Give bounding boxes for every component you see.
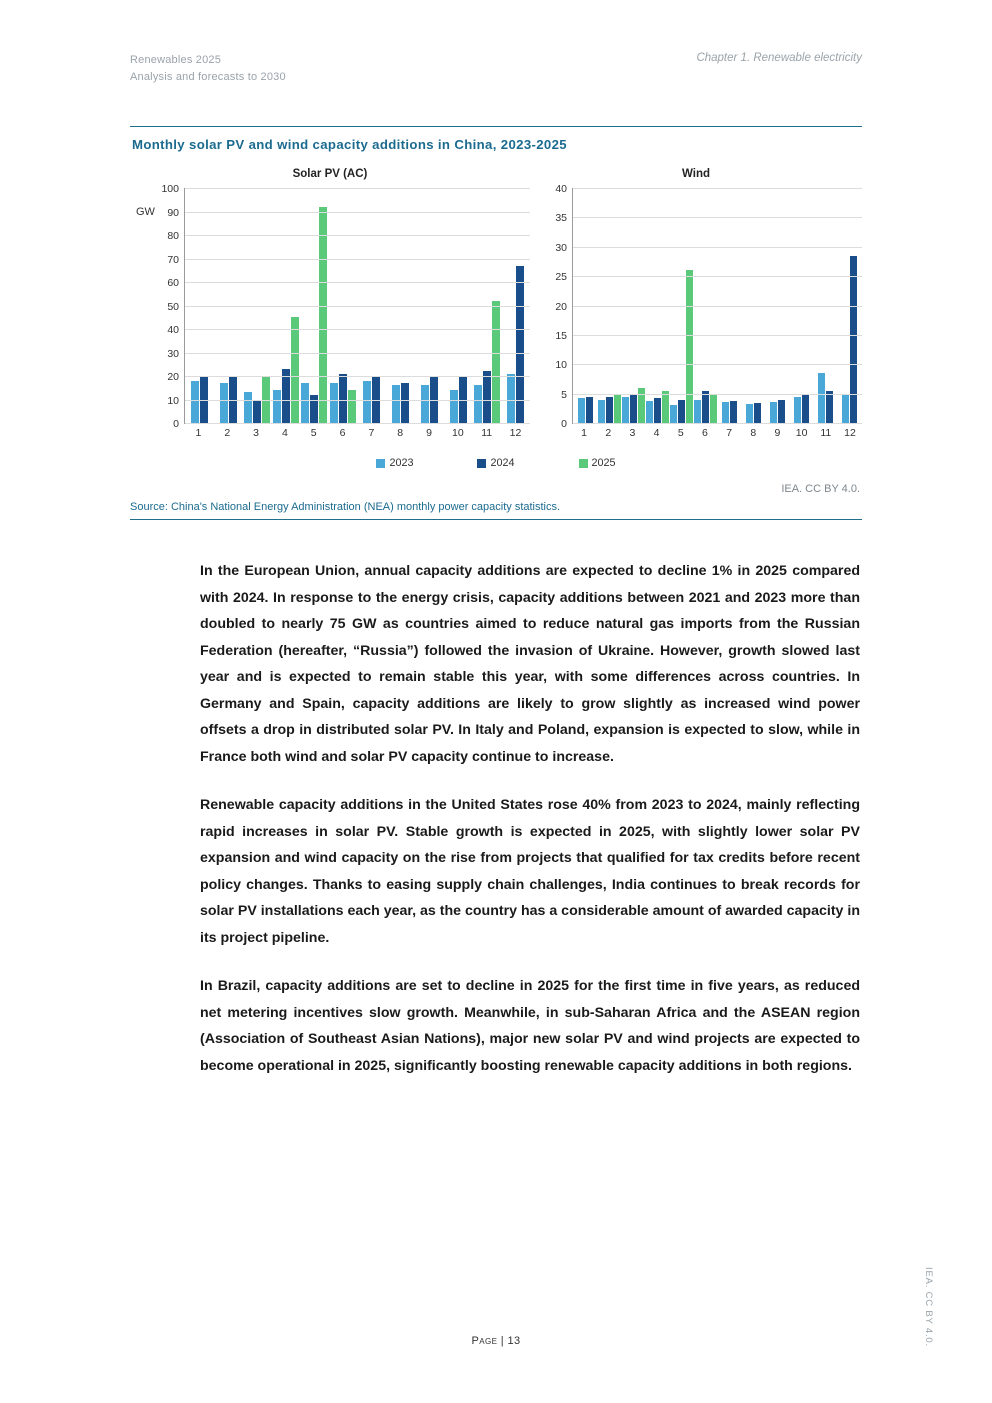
legend-swatch-2024 <box>477 459 486 468</box>
legend-label-2025: 2025 <box>591 457 616 469</box>
bar-2024-m3 <box>253 400 261 424</box>
bar-2024-m6 <box>702 391 709 423</box>
bar-2023-m10 <box>450 390 458 423</box>
chart-wind-title: Wind <box>682 168 710 180</box>
bar-2023-m5 <box>670 405 677 423</box>
bar-2023-m4 <box>273 390 281 423</box>
y-tick-label: 0 <box>173 418 179 430</box>
chart-solar-plot <box>161 183 530 430</box>
x-tick-label: 2 <box>605 427 612 439</box>
bar-2025-m6 <box>348 390 356 423</box>
bar-2023-m3 <box>622 397 629 423</box>
y-tick-label: 35 <box>555 212 567 225</box>
header-left <box>130 52 286 86</box>
y-tick-label: 15 <box>555 329 567 342</box>
gridline <box>555 183 862 195</box>
x-tick-label: 5 <box>310 427 317 439</box>
figure-cc-note: IEA. CC BY 4.0. <box>781 483 860 495</box>
y-tick-label: 5 <box>561 388 567 401</box>
bar-2023-m8 <box>392 385 400 423</box>
chart-wind-plot <box>555 183 862 430</box>
gridline <box>167 371 530 383</box>
x-tick-label: 11 <box>820 427 832 439</box>
chart-solar-pv <box>130 168 530 439</box>
gridline <box>555 359 862 372</box>
bar-2023-m4 <box>646 401 653 423</box>
bar-2023-m6 <box>694 400 701 424</box>
bar-2023-m11 <box>818 373 825 423</box>
chart-solar-title: Solar PV (AC) <box>292 168 368 180</box>
chart-legend <box>130 457 862 469</box>
figure-bottom-rule <box>130 519 862 520</box>
chart-wind <box>530 168 862 439</box>
bar-2023-m12 <box>842 395 849 423</box>
page-number: Page | 13 <box>471 1335 521 1347</box>
bar-2024-m3 <box>630 394 637 423</box>
x-tick-label: 9 <box>774 427 781 439</box>
gridline <box>167 206 530 219</box>
y-tick-label: 90 <box>167 206 179 219</box>
bar-2025-m4 <box>291 317 299 423</box>
axis-unit-label: GW <box>136 206 155 218</box>
y-tick-label: 30 <box>167 347 179 360</box>
x-tick-label: 1 <box>195 427 202 439</box>
gridline <box>555 271 862 284</box>
gridline <box>173 418 530 430</box>
bar-2024-m12 <box>850 256 857 423</box>
body-text <box>200 558 860 1079</box>
bar-2023-m7 <box>722 402 729 423</box>
bar-2023-m5 <box>301 383 309 423</box>
body-paragraph-2: Renewable capacity additions in the United States rose 40% from 2023 to 2024, mainly reflecting rapid increases in solar PV. Stable growth is expected in 2025, with slightly lower solar PV expansion and wind capacity on the rise from projects that qualified for tax credits before recent policy changes. Thanks to easing supply chain challenges, India continues to break records for solar PV installations each year, as the country has a considerable amount of awarded capacity in its project pipeline. <box>200 797 860 946</box>
x-tick-label: 5 <box>677 427 684 439</box>
bar-2025-m2 <box>614 395 621 423</box>
y-tick-label: 25 <box>555 271 567 284</box>
y-tick-label: 60 <box>167 277 179 289</box>
bar-2023-m9 <box>421 385 429 423</box>
bar-2023-m10 <box>794 397 801 423</box>
bar-2023-m1 <box>578 398 585 423</box>
chart-wind-xlabels <box>572 427 862 439</box>
bar-2023-m2 <box>220 383 228 423</box>
x-tick-label: 8 <box>750 427 757 439</box>
bar-2023-m1 <box>191 381 199 423</box>
gridline <box>167 277 530 289</box>
charts-row <box>130 168 862 439</box>
bar-2025-m5 <box>319 207 327 423</box>
bar-2024-m10 <box>802 394 809 423</box>
bar-2024-m8 <box>401 383 409 423</box>
gridline <box>555 300 862 313</box>
bar-2024-m11 <box>826 391 833 423</box>
figure-source: Source: China's National Energy Administration (NEA) monthly power capacity statistics. <box>130 501 561 513</box>
gridline <box>167 230 530 242</box>
bar-2023-m11 <box>474 385 482 423</box>
y-tick-label: 30 <box>555 241 567 254</box>
bar-2024-m4 <box>282 369 290 423</box>
gridline <box>167 253 530 266</box>
bar-2024-m11 <box>483 371 491 423</box>
bar-2025-m6 <box>710 394 717 423</box>
legend-swatch-2023 <box>376 459 385 468</box>
bar-2023-m3 <box>244 392 252 423</box>
body-paragraph-3: In Brazil, capacity additions are set to decline in 2025 for the first time in five years, as reduced net metering incentives slow growth. Meanwhile, in sub-Saharan Africa and the ASEAN region (Association of Southeast Asian Nations), major new solar PV and wind projects are expected to become operational in 2025, significantly boosting renewable capacity additions in both regions. <box>200 978 860 1074</box>
x-tick-label: 7 <box>368 427 375 439</box>
bar-2023-m2 <box>598 400 605 424</box>
x-tick-label: 12 <box>844 427 856 439</box>
legend-label-2024: 2024 <box>490 457 515 469</box>
figure-block <box>130 126 862 520</box>
x-tick-label: 4 <box>281 427 288 439</box>
side-cc-note: IEA. CC BY 4.0. <box>923 1267 934 1347</box>
header-report-subtitle: Analysis and forecasts to 2030 <box>130 71 286 83</box>
x-tick-label: 1 <box>581 427 587 439</box>
bar-2023-m6 <box>330 383 338 423</box>
y-tick-label: 50 <box>167 300 179 313</box>
gridline <box>561 388 862 401</box>
y-tick-label: 0 <box>561 418 567 430</box>
gridline <box>167 394 530 407</box>
bar-2024-m8 <box>754 403 761 423</box>
body-paragraph-1: In the European Union, annual capacity additions are expected to decline 1% in 2025 compared with 2024. In response to the energy crisis, capacity additions between 2021 and 2023 more than doubled to nearly 75 GW as countries aimed to reduce natural gas imports from the Russian Federation (hereafter, “Russia”) followed the invasion of Ukraine. However, growth slowed last year and is expected to remain stable this year, with some differences across countries. In Germany and Spain, capacity additions are likely to grow slightly as increased wind power offsets a drop in distributed solar PV. In Italy and Poland, expansion is expected to slow, while in France both wind and solar PV capacity continue to increase. <box>200 563 860 765</box>
gridline <box>167 347 530 360</box>
gridline <box>167 324 530 336</box>
x-tick-label: 10 <box>452 427 464 439</box>
gridline <box>561 418 862 430</box>
legend-item-2025 <box>579 457 616 469</box>
x-tick-label: 12 <box>509 427 522 439</box>
legend-label-2023: 2023 <box>389 457 414 469</box>
bar-2025-m4 <box>662 391 669 423</box>
bar-2024-m7 <box>730 401 737 423</box>
bar-2024-m5 <box>678 400 685 424</box>
y-tick-label: 10 <box>167 394 179 407</box>
y-tick-label: 20 <box>555 300 567 313</box>
figure-title: Monthly solar PV and wind capacity additions in China, 2023-2025 <box>132 137 567 152</box>
page-header <box>130 52 862 86</box>
bar-2023-m8 <box>746 404 753 423</box>
bar-2025-m5 <box>686 270 693 423</box>
y-tick-label: 80 <box>167 230 179 242</box>
bar-2024-m1 <box>586 397 593 423</box>
y-tick-label: 10 <box>555 359 567 372</box>
legend-item-2024 <box>477 457 514 469</box>
x-tick-label: 8 <box>397 427 404 439</box>
gridline <box>555 329 862 342</box>
x-tick-label: 4 <box>653 427 660 439</box>
bar-2023-m7 <box>363 381 371 423</box>
gridline <box>161 183 530 195</box>
x-tick-label: 6 <box>339 427 346 439</box>
x-tick-label: 6 <box>702 427 708 439</box>
x-tick-label: 10 <box>795 427 808 439</box>
y-tick-label: 40 <box>167 324 179 336</box>
bar-2024-m4 <box>654 398 661 423</box>
bar-2024-m2 <box>606 397 613 423</box>
y-tick-label: 40 <box>555 183 567 195</box>
chart-solar-xlabels <box>184 427 530 439</box>
bar-2025-m11 <box>492 301 500 423</box>
x-tick-label: 3 <box>253 427 259 439</box>
header-report-title: Renewables 2025 <box>130 54 222 66</box>
x-tick-label: 9 <box>426 427 432 439</box>
bar-2024-m6 <box>339 374 347 423</box>
x-tick-label: 2 <box>224 427 231 439</box>
x-tick-label: 7 <box>726 427 733 439</box>
y-tick-label: 70 <box>167 253 179 266</box>
header-chapter: Chapter 1. Renewable electricity <box>696 52 862 64</box>
gridline <box>555 241 862 254</box>
legend-swatch-2025 <box>579 459 588 468</box>
legend-item-2023 <box>376 457 413 469</box>
bar-2024-m9 <box>778 400 785 424</box>
y-tick-label: 20 <box>167 371 179 383</box>
x-tick-label: 11 <box>481 427 493 439</box>
y-tick-label: 100 <box>161 183 179 195</box>
bar-2023-m12 <box>507 374 515 423</box>
gridline <box>167 300 530 313</box>
gridline <box>555 212 862 225</box>
x-tick-label: 3 <box>629 427 636 439</box>
bar-2023-m9 <box>770 402 777 423</box>
